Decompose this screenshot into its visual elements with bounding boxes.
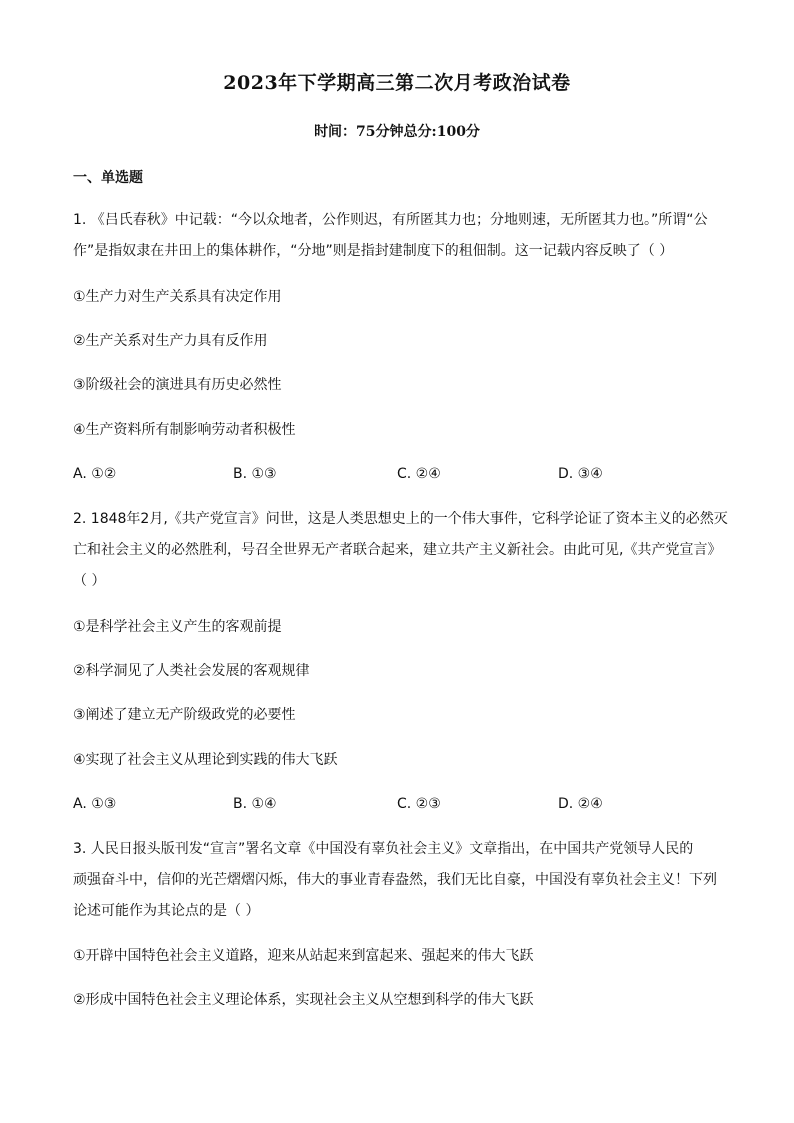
question-2-stem-line-3: （ ） — [73, 573, 106, 589]
question-2-option-b: B. ①④ — [233, 796, 277, 812]
exam-time-and-score: 时间：75分钟总分:100分 — [314, 124, 480, 140]
question-3-stem-line-3: 论述可能作为其论点的是（ ） — [73, 903, 260, 919]
question-1-statement-4: ④生产资料所有制影响劳动者积极性 — [73, 422, 296, 438]
question-2-statement-2: ②科学洞见了人类社会发展的客观规律 — [73, 663, 310, 679]
question-1-statement-1: ①生产力对生产关系具有决定作用 — [73, 289, 282, 305]
question-1-option-d: D. ③④ — [558, 466, 603, 482]
question-3-statement-1: ①开辟中国特色社会主义道路，迎来从站起来到富起来、强起来的伟大飞跃 — [73, 948, 534, 964]
question-3-statement-2: ②形成中国特色社会主义理论体系，实现社会主义从空想到科学的伟大飞跃 — [73, 992, 534, 1008]
question-2-stem-line-2: 亡和社会主义的必然胜利，号召全世界无产者联合起来，建立共产主义新社会。由此可见,《共产党宣言》 — [73, 542, 722, 558]
question-2-stem-line-1: 2. 1848年2月,《共产党宣言》问世，这是人类思想史上的一个伟大事件，它科学论证了资本主义的必然灭 — [73, 511, 728, 527]
exam-title: 2023年下学期高三第二次月考政治试卷 — [223, 72, 571, 94]
question-1-statement-3: ③阶级社会的演进具有历史必然性 — [73, 377, 282, 393]
question-3-stem-line-2: 顽强奋斗中，信仰的光芒熠熠闪烁，伟大的事业青春盎然，我们无比自豪，中国没有辜负社会主义！下列 — [73, 872, 717, 888]
section-heading: 一、单选题 — [73, 170, 143, 186]
question-1-option-c: C. ②④ — [397, 466, 441, 482]
question-1-statement-2: ②生产关系对生产力具有反作用 — [73, 333, 268, 349]
question-2-option-d: D. ②④ — [558, 796, 603, 812]
question-2-statement-4: ④实现了社会主义从理论到实践的伟大飞跃 — [73, 752, 338, 768]
question-3-stem-line-1: 3. 人民日报头版刊发“宣言”署名文章《中国没有辜负社会主义》文章指出，在中国共产党领导人民的 — [73, 841, 694, 857]
question-2-statement-1: ①是科学社会主义产生的客观前提 — [73, 619, 282, 635]
question-2-option-c: C. ②③ — [397, 796, 441, 812]
question-1-option-b: B. ①③ — [233, 466, 277, 482]
question-2-statement-3: ③阐述了建立无产阶级政党的必要性 — [73, 707, 296, 723]
question-1-stem-line-2: 作”是指奴隶在井田上的集体耕作，“分地”则是指封建制度下的租佃制。这一记载内容反映了（ ） — [73, 243, 674, 259]
question-1-option-a: A. ①② — [73, 466, 117, 482]
question-1-stem-line-1: 1. 《吕氏春秋》中记载：“今以众地者，公作则迟，有所匿其力也；分地则速，无所匿其力也。”所谓“公 — [73, 212, 708, 228]
question-2-option-a: A. ①③ — [73, 796, 117, 812]
